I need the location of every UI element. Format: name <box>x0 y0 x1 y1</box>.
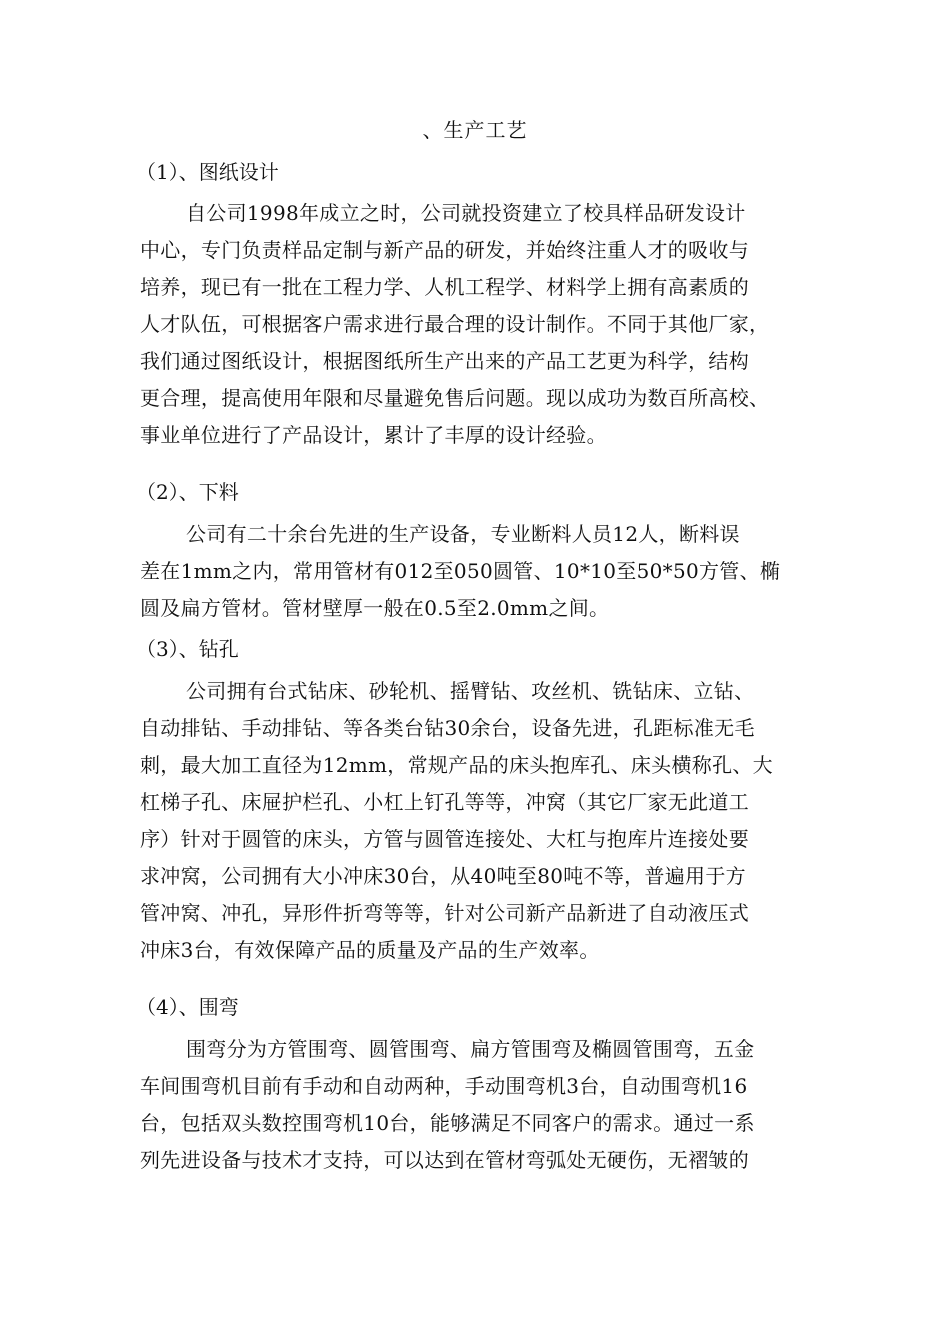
paragraph-line: 刺，最大加工直径为12mm，常规产品的床头抱库孔、床头横称孔、大 <box>140 753 773 777</box>
section-heading-drawing-design: （1）、图纸设计 <box>136 160 279 184</box>
section-heading-cutting: （2）、下料 <box>136 480 239 504</box>
paragraph-line: 中心，专门负责样品定制与新产品的研发，并始终注重人才的吸收与 <box>140 238 749 262</box>
paragraph-line: 围弯分为方管围弯、圆管围弯、扁方管围弯及椭圆管围弯，五金 <box>186 1037 755 1061</box>
paragraph-line: 管冲窝、冲孔，异形件折弯等等，针对公司新产品新进了自动液压式 <box>140 901 749 925</box>
paragraph-line: 冲床3台，有效保障产品的质量及产品的生产效率。 <box>140 938 600 962</box>
paragraph-line: 杠梯子孔、床屉护栏孔、小杠上钉孔等等，冲窝（其它厂家无此道工 <box>140 790 749 814</box>
paragraph-line: 自公司1998年成立之时，公司就投资建立了校具样品研发设计 <box>186 201 746 225</box>
paragraph-line: 更合理，提高使用年限和尽量避免售后问题。现以成功为数百所高校、 <box>140 386 770 410</box>
paragraph-line: 公司有二十余台先进的生产设备，专业断料人员12人，断料误 <box>186 522 740 546</box>
paragraph-line: 我们通过图纸设计，根据图纸所生产出来的产品工艺更为科学，结构 <box>140 349 749 373</box>
paragraph-line: 求冲窝，公司拥有大小冲床30台，从40吨至80吨不等，普遍用于方 <box>140 864 746 888</box>
section-heading-bending: （4）、围弯 <box>136 995 239 1019</box>
paragraph-line: 序）针对于圆管的床头，方管与圆管连接处、大杠与抱库片连接处要 <box>140 827 749 851</box>
section-heading-drilling: （3）、钻孔 <box>136 637 239 661</box>
paragraph-line: 自动排钻、手动排钻、等各类台钻30余台，设备先进，孔距标准无毛 <box>140 716 755 740</box>
paragraph-line: 培养，现已有一批在工程力学、人机工程学、材料学上拥有高素质的 <box>140 275 749 299</box>
paragraph-line: 差在1mm之内，常用管材有012至050圆管、10*10至50*50方管、椭 <box>140 559 781 583</box>
paragraph-line: 人才队伍，可根据客户需求进行最合理的设计制作。不同于其他厂家， <box>140 312 770 336</box>
paragraph-line: 圆及扁方管材。管材壁厚一般在0.5至2.0mm之间。 <box>140 596 610 620</box>
paragraph-line: 列先进设备与技术才支持，可以达到在管材弯弧处无硬伤，无褶皱的 <box>140 1148 749 1172</box>
paragraph-line: 车间围弯机目前有手动和自动两种，手动围弯机3台，自动围弯机16 <box>140 1074 748 1098</box>
paragraph-line: 事业单位进行了产品设计，累计了丰厚的设计经验。 <box>140 423 607 447</box>
paragraph-line: 公司拥有台式钻床、砂轮机、摇臂钻、攻丝机、铣钻床、立钻、 <box>186 679 755 703</box>
document-title: 、生产工艺 <box>422 118 528 142</box>
paragraph-line: 台，包括双头数控围弯机10台，能够满足不同客户的需求。通过一系 <box>140 1111 755 1135</box>
